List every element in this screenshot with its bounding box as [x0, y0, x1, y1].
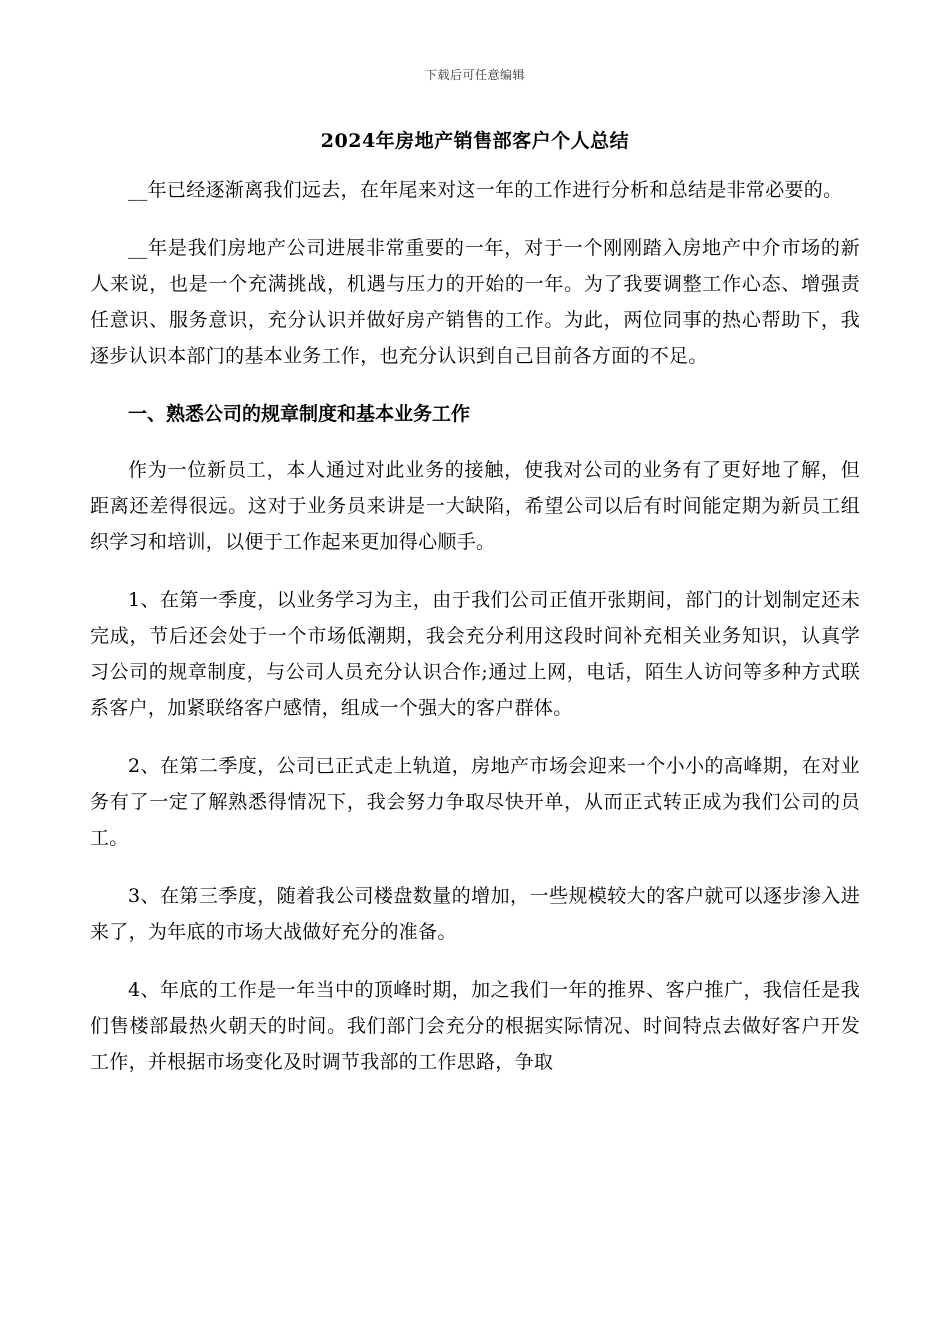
section-heading: 一、熟悉公司的规章制度和基本业务工作 — [128, 403, 471, 425]
section-paragraph-intro: 作为一位新员工，本人通过对此业务的接触，使我对公司的业务有了更好地了解，但距离还差得很远。这对于业务员来讲是一大缺陷，希望公司以后有时间能定期为新员工组织学习和培训，以便于工作起来更加得心顺手。 — [90, 459, 860, 553]
section-paragraph-q2: 2、在第二季度，公司已正式走上轨道，房地产市场会迎来一个小小的高峰期，在对业务有了一定了解熟悉得情况下，我会努力争取尽快开单，从而正式转正成为我们公司的员工。 — [90, 755, 860, 849]
section-paragraph-q3: 3、在第三季度，随着我公司楼盘数量的增加，一些规模较大的客户就可以逐步渗入进来了，为年底的市场大战做好充分的准备。 — [90, 885, 860, 943]
document-body — [90, 172, 860, 1102]
section-paragraph-q1: 1、在第一季度，以业务学习为主，由于我们公司正值开张期间，部门的计划制定还未完成，节后还会处于一个市场低潮期，我会充分利用这段时间补充相关业务知识，认真学习公司的规章制度，与公司人员充分认识合作;通过上网，电话，陌生人访问等多种方式联系客户，加紧联络客户感情，组成一个强大的客户群体。 — [90, 589, 860, 719]
header-note: 下载后可任意编辑 — [424, 68, 525, 82]
intro-paragraph-1: __年已经逐渐离我们远去，在年尾来对这一年的工作进行分析和总结是非常必要的。 — [128, 179, 843, 201]
document-title: 2024年房地产销售部客户个人总结 — [320, 130, 630, 152]
section-paragraph-q4: 4、年底的工作是一年当中的顶峰时期，加之我们一年的推界、客户推广，我信任是我们售楼部最热火朝天的时间。我们部门会充分的根据实际情况、时间特点去做好客户开发工作，并根据市场变化及时调节我部的工作思路，争取 — [90, 979, 860, 1073]
intro-paragraph-2: __年是我们房地产公司进展非常重要的一年，对于一个刚刚踏入房地产中介市场的新人来说，也是一个充满挑战，机遇与压力的开始的一年。为了我要调整工作心态、增强责任意识、服务意识，充分认识并做好房产销售的工作。为此，两位同事的热心帮助下，我逐步认识本部门的基本业务工作，也充分认识到自己目前各方面的不足。 — [90, 237, 860, 367]
